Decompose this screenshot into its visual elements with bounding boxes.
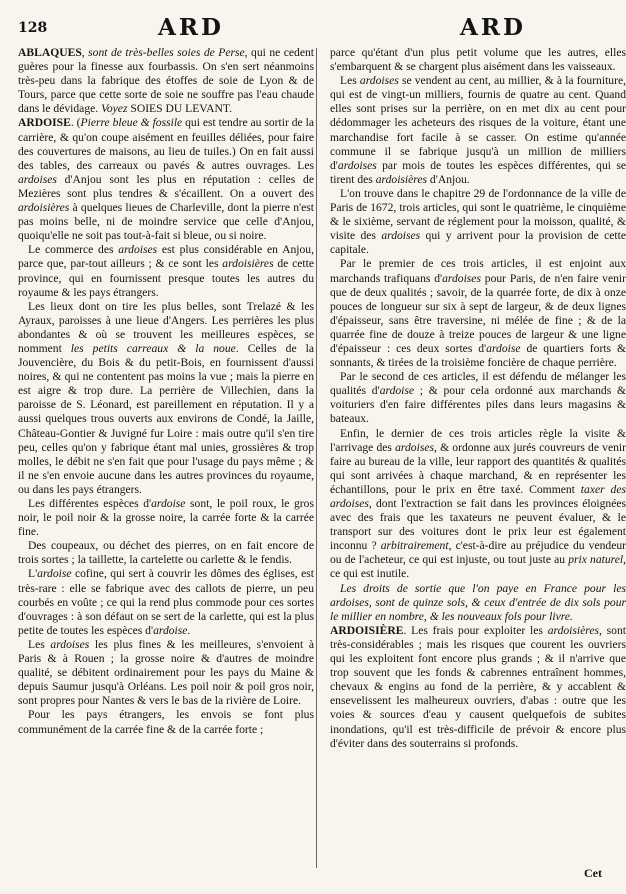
text-run: , sont très-considérables ; mais les risques que courent les ouvriers qui les exploitent font encore plus grands ; & il n'arrive que trop souvent que les fonds & cabrennes entraînent hommes, chevaux & engins au fond de la perrière, & y accablent & ensevelissent les malheureux ouvriers, d'abas : outre que les voies & sources d'eau y causent quelquefois de subites inondations, qu'il est très-difficile de prévoir & encore plus d'éviter dans des souterrains si profonds. — [330, 623, 626, 750]
headword: ABLAQUES — [18, 46, 82, 59]
paragraph — [18, 300, 314, 497]
text-run: de cette province, qui en fournissent presque toutes les autres du royaume & les pays étrangers. — [18, 257, 314, 299]
column-rule — [316, 48, 317, 868]
text-run: Les — [28, 637, 51, 651]
paragraph — [18, 638, 314, 708]
text-run: Les — [340, 74, 360, 88]
text-run: , ce qui est inutile. — [330, 553, 626, 581]
paragraph — [18, 708, 314, 736]
paragraph — [330, 370, 626, 426]
text-run: . ( — [70, 116, 81, 130]
text-run: se vendent au cent, au millier, & à la fourniture, qui est de vingt-un milliers, fournis de quatre au cent. Quand elles sont prises sur la perrière, on en met dix au cent pour dédommager les acheteurs des risques de la voiture, étant une marchandise fort facile à se casser. On estime qu'année commune il se fabrique jusqu'à un million de milliers d' — [330, 74, 626, 172]
paragraph — [330, 427, 626, 582]
paragraph — [330, 582, 626, 624]
paragraph — [18, 243, 314, 299]
paragraph — [330, 46, 626, 74]
text-run: L'on trouve dans le chapitre 29 de l'ordonnance de la ville de Paris de 1672, trois articles, qui sont le quatrième, le cinquième & le sixième, servant de réglement pour la moisson, qualité, & visite des — [330, 186, 626, 243]
text-run: Des coupeaux, ou déchet des pierres, on en fait encore de trois sortes ; la taillette, la cartelette ou carlette & le fendis. — [18, 539, 314, 567]
italic-run: les petits carreaux & la noue — [70, 341, 236, 355]
text-run: Par le second de ces articles, il est défendu de mélanger les qualités d' — [330, 370, 626, 398]
headword: ARDOISIÈRE — [330, 623, 404, 637]
text-run: Pour les pays étrangers, les envois se font plus communément de la carrée fine & de la carrée forte ; — [18, 708, 314, 736]
paragraph — [330, 187, 626, 257]
paragraph — [330, 74, 626, 187]
italic-run: taxer des ardoises — [330, 482, 626, 510]
text-run: , & ordonne aux jurés couvreurs de venir faire au bureau de la ville, leur rapport des quantités & qualités qui sont arrivées à chaque marchand, & en représenter les échantillons, pour le prix en être taxé. Comment — [330, 440, 626, 496]
italic-run: ardoises — [381, 229, 421, 243]
text-run: Les différentes espèces d' — [28, 497, 152, 510]
paragraph — [18, 539, 314, 567]
paragraph — [18, 46, 314, 116]
paragraph — [330, 257, 626, 370]
text-run: par mois de toutes les espèces différentes, qui se tirent des — [330, 158, 626, 186]
text-run: parce qu'étant d'un plus petit volume que les autres, elles s'embarquent & se chargent plus aisément dans les vaisseaux. — [330, 46, 626, 74]
italic-run: ardoises — [359, 74, 399, 88]
italic-run: prix naturel — [568, 553, 624, 567]
headword: ARDOISE — [18, 116, 71, 130]
italic-run: ardoises — [395, 440, 434, 454]
text-run: est plus considérable en Anjou, parce que, par-tout ailleurs ; & ce sont les — [18, 243, 314, 271]
italic-run: ardoises — [118, 243, 158, 257]
left-column — [18, 46, 314, 737]
text-run: Le commerce des — [28, 243, 119, 257]
text-run: sont, le poil roux, le gros noir, le poil noir & la grosse noire, la carrée forte & la carrée fine. — [18, 497, 314, 539]
italic-run: ardoises — [442, 271, 481, 285]
text-run: qui est tendre au sortir de la carrière, & qu'on coupe aisément en feuilles déliées, pour faire des couvertures de maisons, au lieu de tuiles.) On en fait aussi des tables, des carreaux ou pavés & autres ouvrages. Les — [18, 116, 314, 172]
catchword: Cet — [584, 866, 602, 880]
text-run: . Celles de la Jouvencière, du Bois & du petit-Bois, en fournissent d'aussi noires, & qui ne contentent pas moins la vue ; mais la pierre en est aigre & trop dure. La perrière de Villechien, dans la paroisse de S. Léonard, est pareillement en réputation. Il y a aussi quelques trous ouverts aux environs de Condé, la Jaille, Château-Gontier & Juvigné fur Loire : mais outre qu'il s'en tire peu, celles qu'on y fabrique étant mal unies, grossières & trop molles, le débit ne s'en fait que pour l'usage du pays même ; & il ne s'en envoie aucune dans les autres provinces du royaume, ou dans les pays étrangers. — [18, 341, 314, 496]
paragraph — [18, 567, 314, 637]
text-run: d'Anjou sont les plus en réputation : celles de Mezières sont plus tendres & s'écaillent. On a ouvert des — [18, 172, 314, 200]
italic-run: ardoise — [37, 567, 72, 581]
italic-run: ardoises — [337, 158, 377, 172]
text-run: pour Paris, de n'en faire venir que de deux qualités ; savoir, de la quarrée forte, de dix à onze pouces de longueur sur six à sept de largeur, & de deux lignes d'épaisseur, sans être traversine, ni mélée de fine ; & de la quarrée fine de douze à treize pouces de largeur & une ligne d'épaisseur : ces deux sortes d' — [330, 271, 626, 355]
italic-run: sont de très-belles soies de Perse — [88, 46, 245, 59]
italic-run: ardoisières — [222, 257, 274, 271]
running-head-right: ARD — [460, 14, 526, 41]
text-run: qui y arrivent pour la provision de cette capitale. — [330, 229, 626, 257]
italic-run: ardoisières — [375, 172, 428, 186]
text-run: , dont l'extraction se fait dans les provinces éloignées avec des frais que les taxateurs ne peuvent évaluer, & le transport sur des voitures dont le prix leur est également inconnu ? — [330, 497, 626, 553]
italic-run: ardoise — [379, 384, 415, 398]
text-run: SOIES DU LEVANT. — [127, 102, 233, 116]
entry-heading-paragraph — [18, 116, 314, 243]
italic-run: arbitrairement — [380, 539, 449, 553]
italic-run: Pierre bleue & fossile — [80, 116, 183, 130]
text-run: de quartiers forts & sonnants, & tirées de la troisième foncière de chaque perrière. — [330, 341, 626, 370]
text-run: Les lieux dont on tire les plus belles, sont Trelazé & les Ayraux, paroisses à une lieue d'Angers. Les perrières les plus abondantes & où se trouvent les meilleures espèces, se nomment — [18, 299, 314, 355]
running-head-left: ARD — [158, 14, 224, 41]
page-header — [0, 14, 624, 46]
italic-run: ardoise — [486, 341, 521, 355]
text-run: , qui ne cedent guères pour la finesse aux fourbassis. On s'en sert néanmoins très-peu dans la fabrique des étoffes de soie de Lyon & de Tours, parce que cette sorte de soie ne souffre pas l'eau chaude dans le dévidage. — [18, 46, 314, 116]
text-run: à quelques lieues de Charleville, dont la pierre n'est pas moins belle, ni de moindre service que celle d'Anjou, quoiqu'elle ne soit pas tout-à-fait si bleue, ou si noire. — [18, 201, 314, 243]
italic-run: ardoise — [151, 497, 186, 510]
text-run: , c'est-à-dire au préjudice du vendeur ou de l'acheteur, ce qui est injuste, ou tout juste au — [330, 539, 626, 567]
italic-run: ardoise — [153, 623, 188, 637]
text-run: Enfin, le dernier de ces trois articles règle la visite & l'arrivage des — [330, 426, 626, 454]
text-run: . Les frais pour exploiter les — [403, 623, 548, 637]
italic-run: Voyez — [101, 102, 128, 116]
paragraph — [18, 497, 314, 539]
italic-run: ardoisières — [547, 623, 599, 637]
text-run: . — [187, 623, 191, 637]
text-run: cofine, qui sert à couvrir les dômes des églises, est très-rare : elle se fabrique avec des callots de pierre, un peu courbés en voûte ; ce qui la rend plus commode pour ces sortes d'ouvrages : à son défaut on se sert de la carlette, qui est la plus petite de toutes les espèces d' — [18, 567, 314, 637]
text-run: , — [81, 46, 89, 59]
text-run: L' — [28, 567, 38, 581]
entry-heading-paragraph — [330, 624, 626, 751]
text-run: ; & pour cela ordonné aux marchands & voituriers d'en faire différentes piles dans leurs magasins & bateaux. — [330, 384, 626, 426]
right-column — [330, 46, 626, 751]
text-run: d'Anjou. — [427, 172, 470, 186]
text-run: Par le premier de ces trois articles, il est enjoint aux marchands trafiquans d' — [330, 257, 626, 285]
page-number: 128 — [18, 20, 48, 36]
italic-run: ardoisières — [18, 201, 70, 215]
italic-run: ardoises — [18, 172, 57, 186]
italic-run: Les droits de sortie que l'on paye en France pour les ardoises, sont de quinze sols, & ceux d'entrée de dix sols pour le millier en nombre, & les nouveaux fols pour livre. — [330, 581, 626, 623]
italic-run: ardoises — [50, 637, 90, 651]
text-run: les plus fines & les meilleures, s'envoient à Paris & à Rouen ; la grosse noire & d'autres de moindre qualité, se débitent ordinairement pour les pays du Maine & depuis Saumur jusqu'à Orléans. Les poil noir & poil gros noir, sont propres pour Nantes & vers le bas de la rivière de Loire. — [18, 637, 315, 708]
